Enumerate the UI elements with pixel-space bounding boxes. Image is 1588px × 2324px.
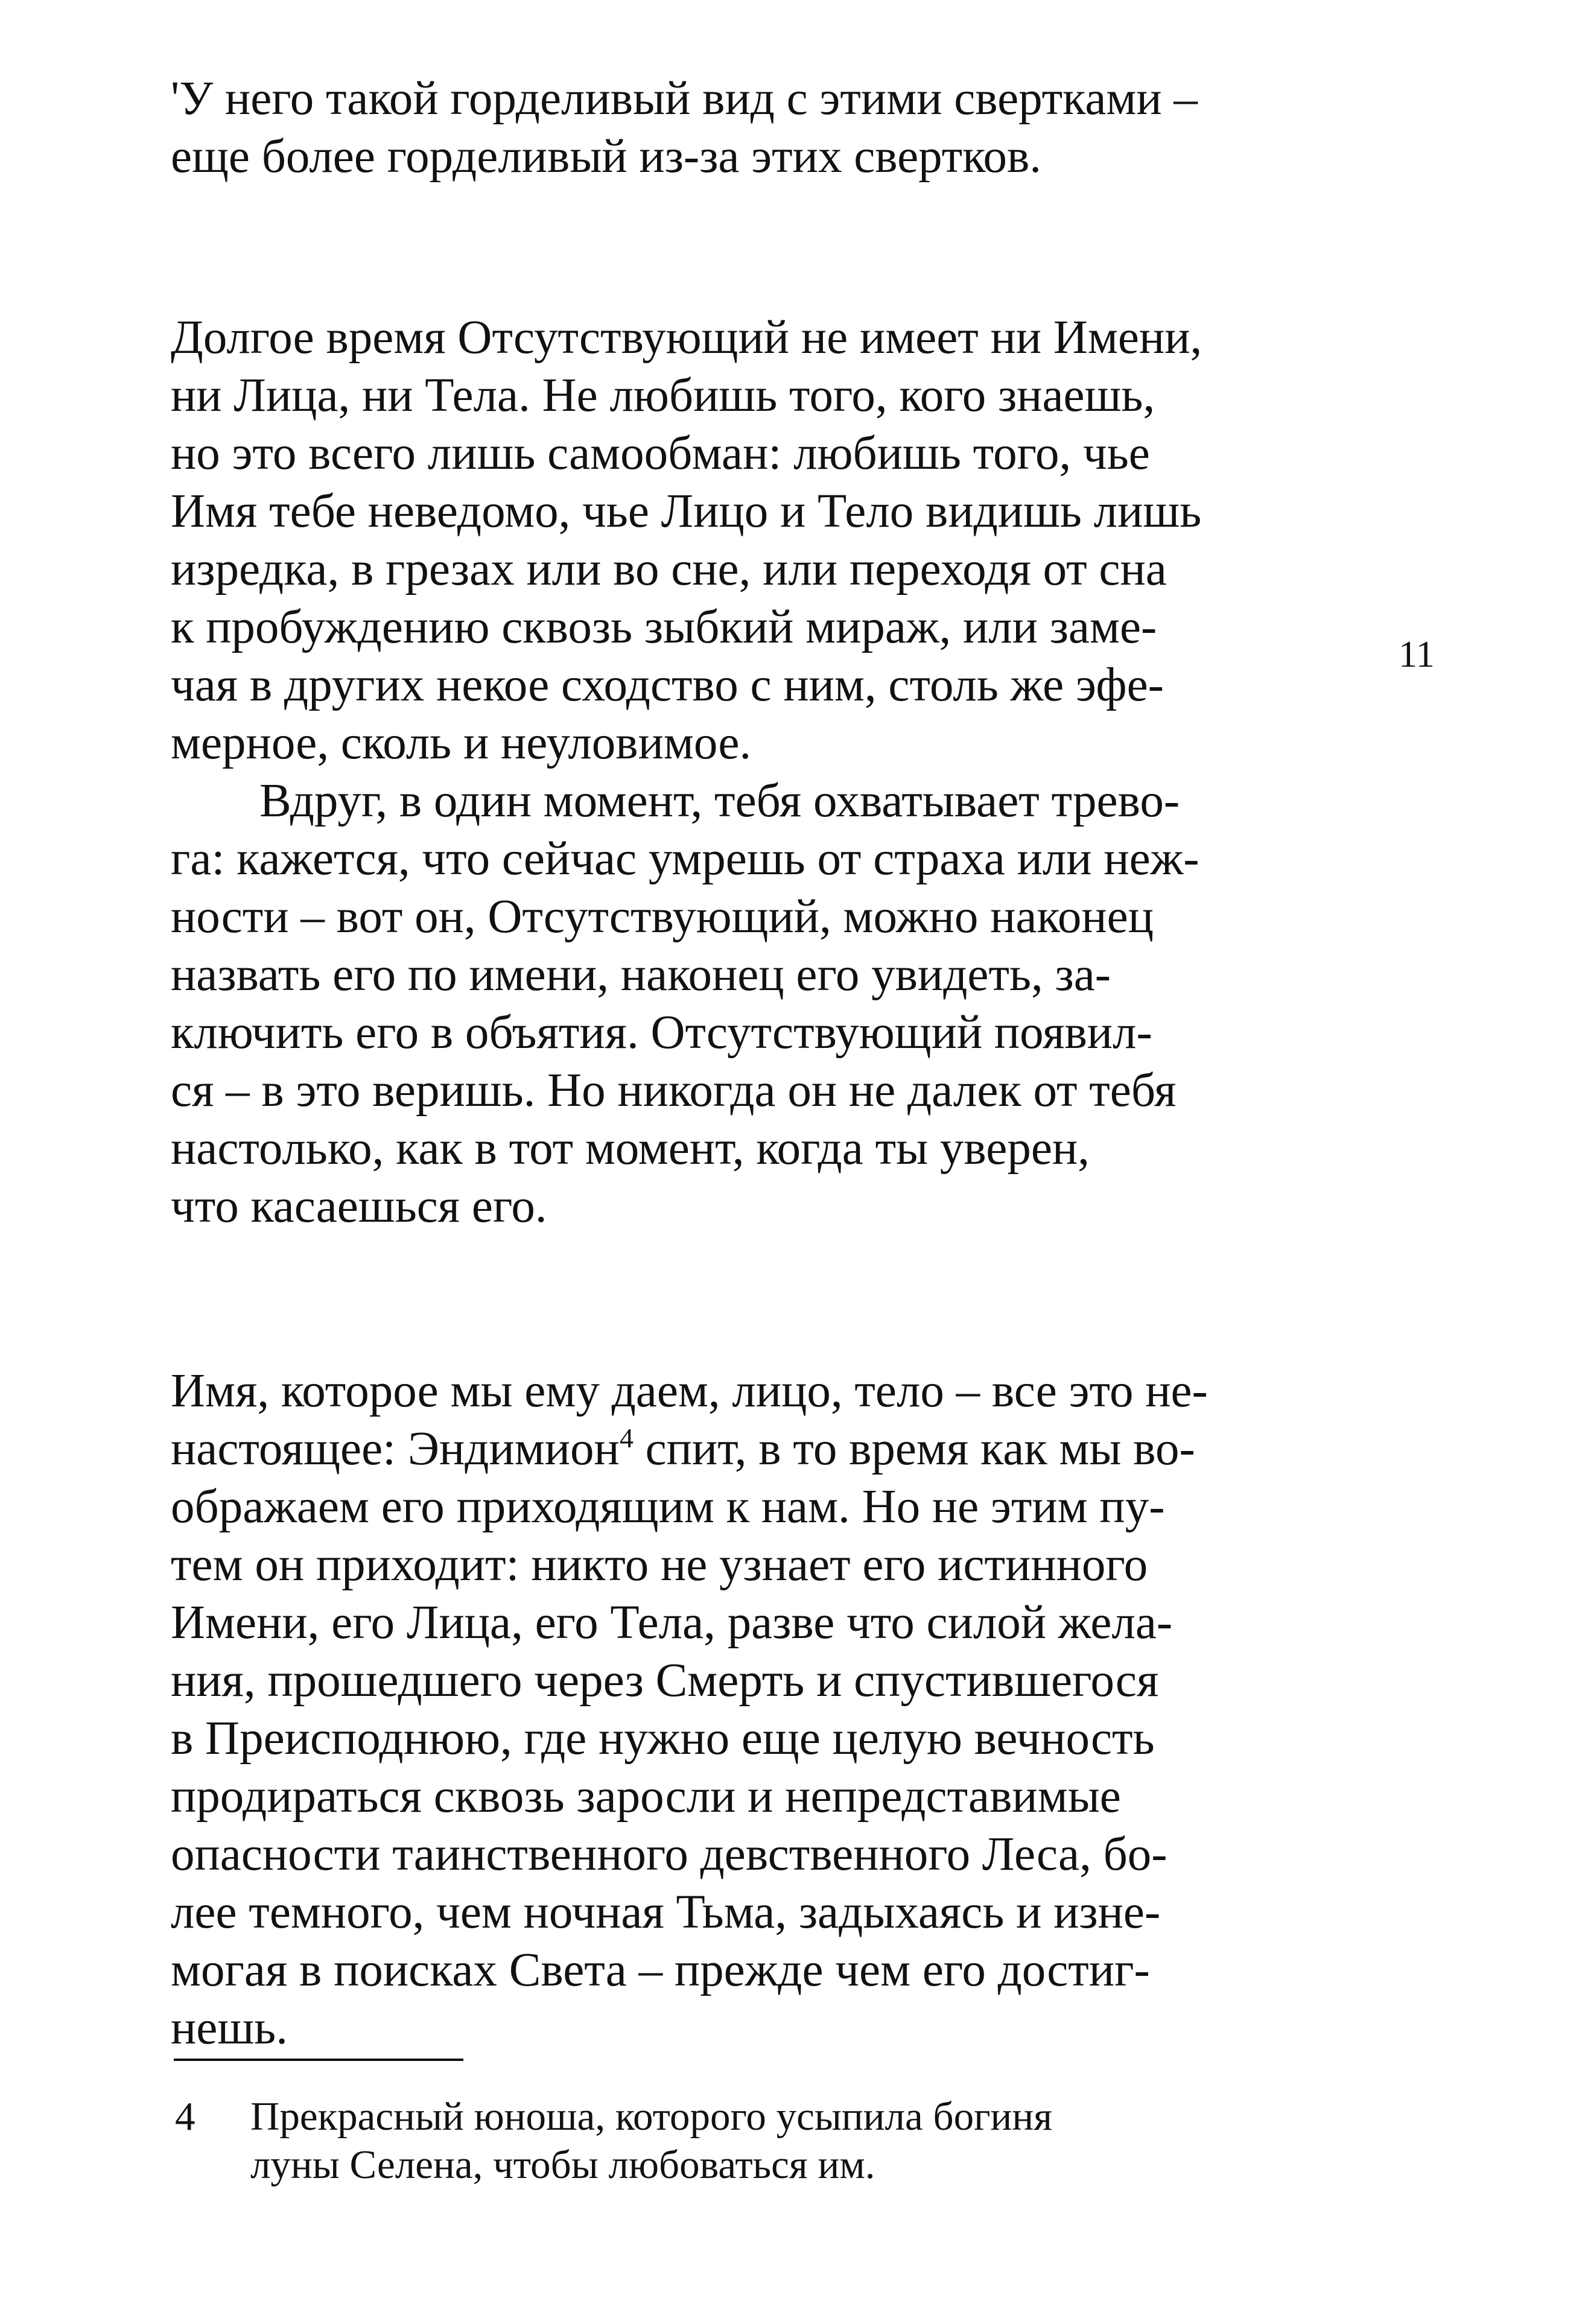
section3-line-2-text-after: спит, в то время как мы во- — [633, 1423, 1195, 1475]
section2-line-7: настолько, как в тот момент, когда ты уверен, — [171, 1122, 1090, 1175]
footnote-divider — [174, 2059, 463, 2061]
section3-line-2 — [171, 1420, 1317, 1478]
section1-line-8: мерное, сколь и неуловимое. — [171, 717, 752, 769]
section1-line-1: Долгое время Отсутствующий не имеет ни Имени, — [171, 311, 1202, 364]
section2-line-5: ключить его в объятия. Отсутствующий появил- — [171, 1006, 1152, 1059]
section3-line-7: в Преисподнюю, где нужно еще целую вечность — [171, 1712, 1155, 1765]
section1-line-6: к пробуждению сквозь зыбкий мираж, или заме- — [171, 601, 1157, 653]
section3-line-9: опасности таинственного девственного Леса, бо- — [171, 1828, 1167, 1881]
section2-line-6: ся – в это веришь. Но никогда он не далек от тебя — [171, 1064, 1177, 1117]
section3-line-4: тем он приходит: никто не узнает его истинного — [171, 1538, 1148, 1591]
section3-line-12: нешь. — [171, 2002, 288, 2054]
section3-line-1: Имя, которое мы ему даем, лицо, тело – все это не- — [171, 1365, 1208, 1417]
section2-line-3: ности – вот он, Отсутствующий, можно наконец — [171, 891, 1154, 943]
section2-line-8: что касаешься его. — [171, 1180, 547, 1233]
footnote-line-2: луны Селена, чтобы любоваться им. — [250, 2142, 875, 2187]
intro-line-1: 'У него такой горделивый вид с этими свертками – — [171, 72, 1198, 125]
section2-line-1: Вдруг, в один момент, тебя охватывает трево- — [259, 775, 1180, 827]
section1-line-5: изредка, в грезах или во сне, или переходя от сна — [171, 543, 1167, 595]
section1-line-7: чая в других некое сходство с ним, столь же эфе- — [171, 659, 1164, 711]
section3-line-6: ния, прошедшего через Смерть и спустившегося — [171, 1654, 1159, 1707]
section3-line-2-text: настоящее: Эндимион — [171, 1423, 620, 1475]
section2-line-2: га: кажется, что сейчас умрешь от страха или неж- — [171, 833, 1199, 885]
section1-line-3: но это всего лишь самообман: любишь того, чье — [171, 427, 1150, 480]
section1-line-2: ни Лица, ни Тела. Не любишь того, кого знаешь, — [171, 369, 1155, 422]
footnote-number: 4 — [175, 2094, 195, 2139]
section3-line-5: Имени, его Лица, его Тела, разве что силой жела- — [171, 1596, 1173, 1649]
section3-line-3: ображаем его приходящим к нам. Но не этим пу- — [171, 1481, 1165, 1533]
section3-line-10: лее темного, чем ночная Тьма, задыхаясь и изне- — [171, 1886, 1161, 1938]
page-number: 11 — [1399, 634, 1435, 675]
section2-line-4: назвать его по имени, наконец его увидеть, за- — [171, 948, 1111, 1001]
footnote-reference: 4 — [619, 1423, 634, 1453]
section3-line-8: продираться сквозь заросли и непредставимые — [171, 1770, 1121, 1823]
section1-line-4: Имя тебе неведомо, чье Лицо и Тело видишь лишь — [171, 485, 1202, 538]
intro-line-2: еще более горделивый из-за этих свертков. — [171, 130, 1042, 183]
section3-line-11: могая в поисках Света – прежде чем его достиг- — [171, 1944, 1150, 1996]
footnote-line-1: Прекрасный юноша, которого усыпила богиня — [250, 2094, 1053, 2139]
